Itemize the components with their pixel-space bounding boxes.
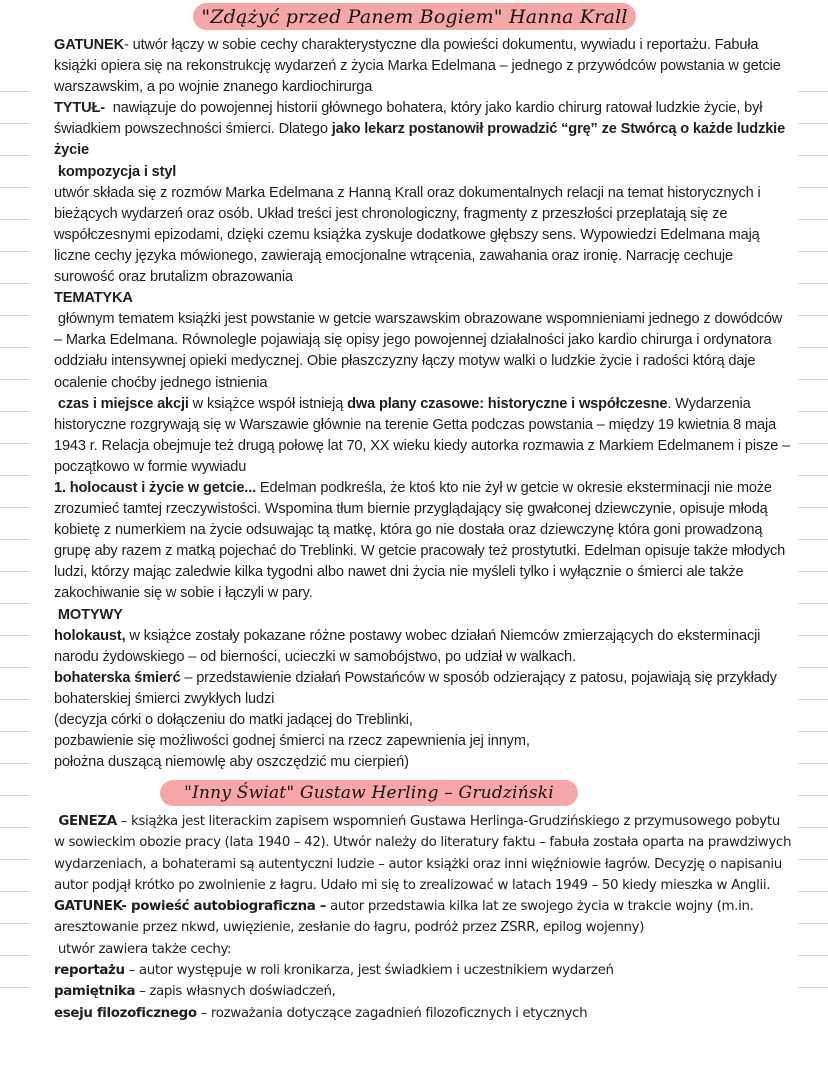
ruling-line xyxy=(0,91,30,92)
ruling-line xyxy=(0,699,30,700)
paragraph xyxy=(54,478,794,605)
ruling-line xyxy=(0,411,30,412)
ruling-line xyxy=(0,539,30,540)
ruling-line xyxy=(0,635,30,636)
ruling-line xyxy=(798,315,828,316)
ruling-line xyxy=(798,123,828,124)
bold-text-run: pamiętnika xyxy=(54,984,136,1000)
ruling-line xyxy=(0,795,30,796)
title-banner-zdazyc xyxy=(193,3,636,30)
text-run: pozbawienie się możliwości godnej śmierci na rzecz zapewnienia jej innym, xyxy=(54,733,530,750)
text-run: nawiązuje do powojennej historii głównego bohatera, który jako kardio chirurg ratował ludzkie życie, był świadkiem powszechności śmierci. Dlatego xyxy=(54,100,767,138)
ruling-line xyxy=(0,475,30,476)
ruling-line xyxy=(0,987,30,988)
bold-text-run: GENEZA xyxy=(54,814,117,829)
ruling-line xyxy=(0,955,30,956)
ruling-line xyxy=(798,475,828,476)
text-run: . Wydarzenia historyczne rozgrywają się w Warszawie głównie na terenie Getta podczas powstania – między 19 kwietnia 8 maja 1943 r. Relacja obejmuje też drugą połowę lat 70, XX wieku kiedy autorka rozmawia z Markiem Edelmanem i pisze – początkowo w formie wywiadu xyxy=(54,395,795,475)
ruling-line xyxy=(0,315,30,316)
ruling-line xyxy=(0,667,30,668)
ruling-line xyxy=(798,187,828,188)
ruling-line xyxy=(798,955,828,956)
right-margin-ruling xyxy=(798,0,828,1070)
bold-text-run: TYTUŁ- xyxy=(54,100,109,117)
ruling-line xyxy=(798,283,828,284)
text-run: - utwór łączy w sobie cechy charakterystyczne dla powieści dokumentu, wywiadu i reportażu. Fabuła książki opiera się na rekonstrukcję wydarzeń z życia Marka Edelmana – jednego z przywódców powstania w getcie warszawskim, a po wojnie znanego kardiochirurga xyxy=(54,37,785,96)
bold-text-run: dwa plany czasowe: historyczne i współczesne xyxy=(347,395,668,412)
paragraph xyxy=(54,1003,794,1024)
text-run: głównym tematem książki jest powstanie w getcie warszawskim obrazowane wspomnieniami jednego z dowódców – Marka Edelmana. Równolegle pojawiają się opisy jego powojennej działalności jako kardio chirurga i ordynatora oddziału intensywnej opieki medycznej. Obie płaszczyzny łączy motyw walki o ludzkie życie i radości którą daje ocalenie choćby jednego istnienia xyxy=(54,311,787,391)
text-run: autor przedstawia kilka lat ze swojego życia w trakcie wojny (m.in. aresztowanie przez nkwd, uwięzienie, zesłanie do łagru, podróż przez ZSRR, epilog wojenny) xyxy=(54,899,758,936)
section-inny-swiat xyxy=(54,811,794,1024)
paragraph xyxy=(54,98,794,161)
paragraph xyxy=(54,896,794,939)
ruling-line xyxy=(0,891,30,892)
ruling-line xyxy=(798,507,828,508)
paragraph xyxy=(54,668,794,710)
ruling-line xyxy=(0,731,30,732)
ruling-line xyxy=(798,987,828,988)
text-run: w książce zostały pokazane różne postawy wobec działań Niemców zmierzających do eksterminacji narodu żydowskiego – od bierności, ucieczki w samobójstwo, po udział w walkach. xyxy=(54,627,765,665)
banner-title: "Zdążyć przed Panem Bogiem" Hanna Krall xyxy=(201,5,628,28)
ruling-line xyxy=(798,891,828,892)
paragraph xyxy=(54,162,794,183)
bold-text-run: holokaust, xyxy=(54,627,126,644)
bold-text-run: czas i miejsce akcji xyxy=(54,395,189,412)
paragraph xyxy=(54,811,794,896)
ruling-line xyxy=(798,923,828,924)
paragraph xyxy=(54,394,794,478)
ruling-line xyxy=(0,603,30,604)
ruling-line xyxy=(798,379,828,380)
ruling-line xyxy=(798,91,828,92)
ruling-line xyxy=(798,411,828,412)
ruling-line xyxy=(0,123,30,124)
text-run: – zapis własnych doświadczeń, xyxy=(135,984,336,1000)
paragraph xyxy=(54,981,794,1002)
text-run: – przedstawienie działań Powstańców w sposób odzierający z patosu, pojawiają się przykłady bohaterskiej śmierci zwykłych ludzi xyxy=(54,669,781,707)
paragraph xyxy=(54,939,794,960)
ruling-line xyxy=(798,699,828,700)
paragraph xyxy=(54,710,794,731)
ruling-line xyxy=(798,859,828,860)
ruling-line xyxy=(0,923,30,924)
ruling-line xyxy=(798,443,828,444)
ruling-line xyxy=(0,859,30,860)
bold-text-run: GATUNEK- powieść autobiograficzna – xyxy=(54,899,327,915)
ruling-line xyxy=(798,603,828,604)
ruling-line xyxy=(0,347,30,348)
ruling-line xyxy=(798,795,828,796)
paragraph xyxy=(54,731,794,752)
bold-text-run: reportażu xyxy=(54,963,125,979)
bold-text-run: GATUNEK xyxy=(54,37,125,53)
ruling-line xyxy=(0,763,30,764)
text-run: (decyzja córki o dołączeniu do matki jadącej do Treblinki, xyxy=(54,712,413,728)
ruling-line xyxy=(0,379,30,380)
paragraph xyxy=(54,35,794,98)
ruling-line xyxy=(0,187,30,188)
ruling-line xyxy=(0,827,30,828)
ruling-line xyxy=(0,219,30,220)
left-margin-ruling xyxy=(0,0,30,1070)
bold-text-run: 1. holocaust i życie w getcie... xyxy=(54,479,257,496)
ruling-line xyxy=(0,507,30,508)
section-zdazyc-przed-panem-bogiem xyxy=(54,35,794,773)
paragraph xyxy=(54,960,794,981)
bold-text-run: eseju filozoficznego xyxy=(54,1005,197,1021)
paragraph xyxy=(54,605,794,626)
ruling-line xyxy=(798,347,828,348)
paragraph xyxy=(54,288,794,309)
ruling-line xyxy=(0,155,30,156)
banner-title: "Inny Świat" Gustaw Herling – Grudziński xyxy=(184,783,554,803)
text-run: utwór zawiera także cechy: xyxy=(54,941,232,957)
text-run: – rozważania dotyczące zagadnień filozoficznych i etycznych xyxy=(196,1005,588,1021)
ruling-line xyxy=(798,251,828,252)
ruling-line xyxy=(0,251,30,252)
text-run: Edelman podkreśla, że ktoś kto nie żył w getcie w okresie eksterminacji nie może zrozumieć tamtej rzeczywistości. Wspomina tłum biernie przyglądający się gwałconej dziewczynie, opisuje młodą kobietę z numerkiem na życie odsuwając tą matkę, która go nie dostała oraz dziewczynę która goni prowadzoną grupę aby razem z matką pojechać do Treblinki. W getcie pracowały też prostytutki. Edelman opisuje także młodych ludzi, którzy mając zaledwie kilka tygodni albo nawet dni życia nie myśleli tylko i wyłącznie o śmierci ale także zakochiwanie się w sobie i łączyli w pary. xyxy=(54,479,789,602)
bold-text-run: MOTYWY xyxy=(54,606,123,623)
paragraph xyxy=(54,183,794,288)
text-run: położna duszącą niemowlę aby oszczędzić mu cierpień) xyxy=(54,754,409,771)
ruling-line xyxy=(798,827,828,828)
ruling-line xyxy=(798,763,828,764)
text-run: – autor występuje w roli kronikarza, jest świadkiem i uczestnikiem wydarzeń xyxy=(124,963,614,979)
bold-text-run: bohaterska śmierć xyxy=(54,669,181,686)
ruling-line xyxy=(798,155,828,156)
ruling-line xyxy=(798,571,828,572)
ruling-line xyxy=(0,443,30,444)
ruling-line xyxy=(798,539,828,540)
text-run: – książka jest literackim zapisem wspomnień Gustawa Herlinga-Grudzińskiego z przymusowego pobytu w sowieckim obozie pracy (lata 1940 – 42). Utwór należy do literatury faktu – fabuła została oparta na prawdziwych wydarzeniach, a bohaterami są autentyczni ludzie – autor książki oraz inni więźniowie łagrów. Decyzję o napisaniu autor podjął krótko po zwolnienie z łagru. Udało mi się to zrealizować w latach 1949 – 50 kiedy mieszka w Anglii. xyxy=(54,814,796,893)
bold-text-run: jako lekarz postanowił prowadzić “grę” ze Stwórcą o każde ludzkie życie xyxy=(54,121,789,159)
ruling-line xyxy=(0,283,30,284)
ruling-line xyxy=(798,667,828,668)
ruling-line xyxy=(798,731,828,732)
paragraph xyxy=(54,752,794,773)
ruling-line xyxy=(798,219,828,220)
paragraph xyxy=(54,309,794,393)
ruling-line xyxy=(0,571,30,572)
bold-text-run: kompozycja i styl xyxy=(54,163,177,180)
text-run: utwór składa się z rozmów Marka Edelmana z Hanną Krall oraz dokumentalnych relacji na temat historycznych i bieżących wydarzeń oraz osób. Układ treści jest chronologiczny, fragmenty z przeszłości przeplatają się ze współczesnymi epizodami, dzięki czemu książka zyskuje dodatkowe głębszy sens. Wypowiedzi Edelmana mają liczne cechy języka mówionego, zawierają emocjonalne wtrącenia, zawahania oraz ironię. Narrację cechuje surowość oraz brutalizm obrazowania xyxy=(54,184,765,286)
bold-text-run: TEMATYKA xyxy=(54,290,133,307)
paragraph xyxy=(54,626,794,668)
ruling-line xyxy=(798,635,828,636)
title-banner-inny-swiat xyxy=(160,780,578,806)
text-run: w książce współ istnieją xyxy=(188,395,348,412)
